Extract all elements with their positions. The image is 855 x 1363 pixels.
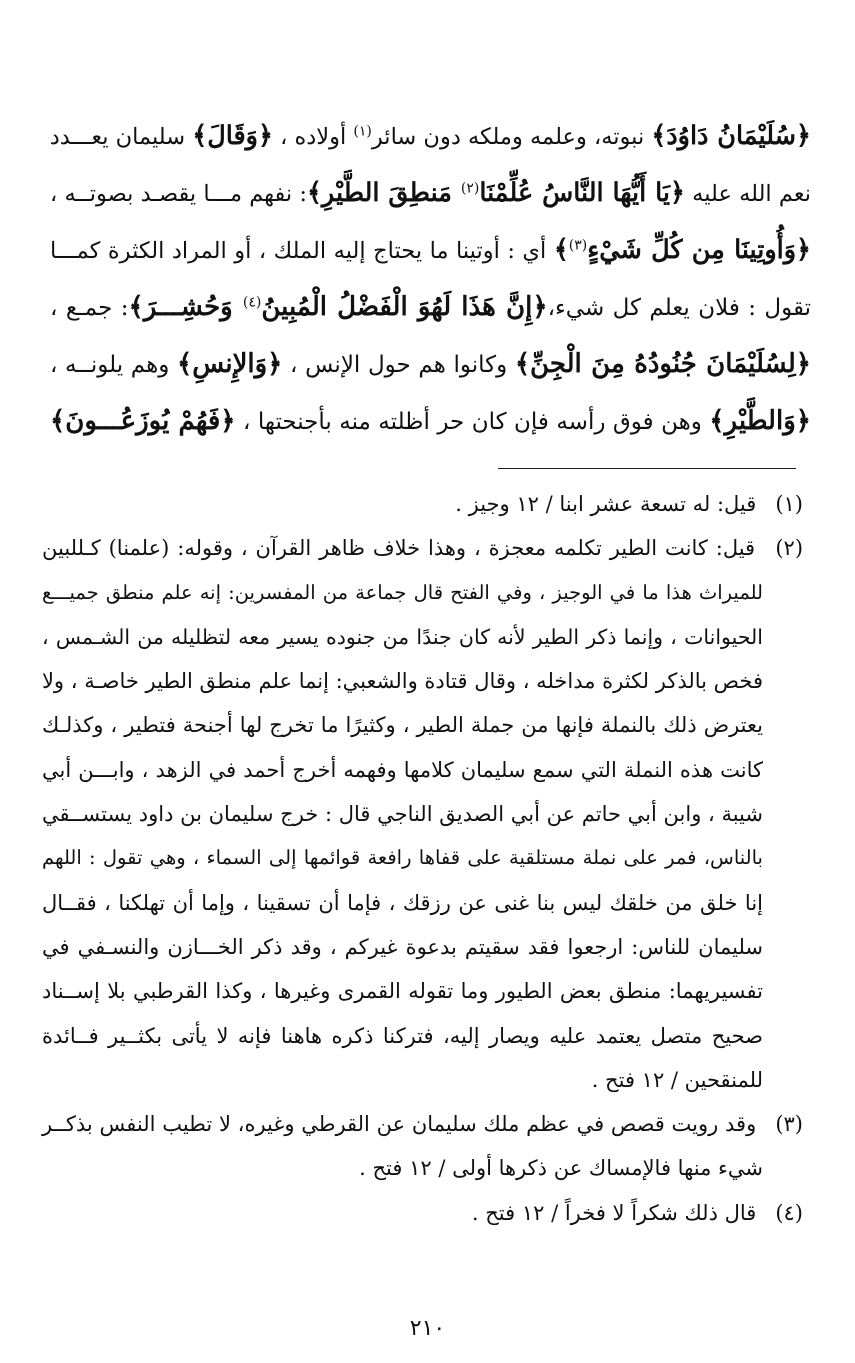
footnote-ref: (٤) [242, 294, 262, 311]
footnote-line: إنا خلق من خلقك ليس بنا غنى عن رزقك ، فإما أن تسقينا ، وإما أن تهلكنا ، فقــال [42, 890, 763, 915]
footnote-line: الحيوانات ، وإنما ذكر الطير لأنه كان جندًا من جنوده يسير معه لتظليله من الشـمس ، [42, 624, 763, 649]
quran-quote: ﴿يَا أَيُّهَا النَّاسُ عُلِّمْنَا [479, 178, 685, 208]
footnote-line: كانت هذه النملة التي سمع سليمان كلامها وفهمه أخرج أحمد في الزهد ، وابـــن أبي [42, 757, 763, 782]
footnotes [42, 482, 803, 1235]
quran-quote: مَنطِقَ الطَّيْرِ﴾ [306, 178, 461, 208]
main-line: ﴿سُلَيْمَانُ دَاوُدَ﴾ نبوته، وعلمه وملكه دون سائر$^{(١)}$ أولاده ، ﴿وَقَالَ﴾ سليمان يعـــدد [49, 121, 811, 151]
footnote-divider [498, 468, 796, 469]
quran-quote: ﴿سُلَيْمَانُ دَاوُدَ﴾ [651, 121, 811, 151]
footnote-line: (٢) قيل: كانت الطير تكلمه معجزة ، وهذا خلاف ظاهر القرآن ، وقوله: (علمنا) كـللبين [42, 526, 803, 570]
footnote-line: فخص بالذكر لكثرة مداخله ، وقال قتادة والشعبي: إنما علم منطق الطير خاصـة ، ولا [41, 669, 763, 694]
footnote-ref: (٣) [568, 237, 588, 254]
footnote-ref: (١) [353, 123, 372, 140]
footnote-line: للميراث هذا ما في الوجيز ، وفي الفتح قال جماعة من المفسرين: إنه علم منطق جميـــع [42, 580, 763, 604]
main-text [50, 108, 811, 450]
footnote-line: سليمان للناس: ارجعوا فقد سقيتم بدعوة غيركم ، وقد ذكر الخـــازن والنسـفي في [42, 934, 763, 959]
main-line: ﴿وَأُوتِينَا مِن كُلِّ شَيْءٍ$^{(٣)}$﴾ أي : أوتينا ما يحتاج إليه الملك ، أو المراد الكثرة كمـــا [50, 235, 811, 265]
footnote-line: للمنقحين / ١٢ فتح . [591, 1067, 763, 1092]
page-number: ٢١٠ [409, 1316, 446, 1341]
quran-quote: ﴿إِنَّ هَذَا لَهُوَ الْفَضْلُ الْمُبِينُ [261, 292, 548, 322]
quran-quote: ﴿وَقَالَ﴾ [192, 121, 273, 151]
footnote-line: يعترض ذلك بالنملة فإنها من جملة الطير ، وكثيرًا ما تخرج لها أجنحة فتطير ، وكذلـك [42, 713, 763, 738]
footnote-line: شيبة ، وابن أبي حاتم عن أبي الصديق الناجي قال : خرج سليمان بن داود يستســقي [42, 802, 763, 827]
quran-quote: ﴿وَالإِنسِ﴾ [176, 349, 283, 379]
quran-quote: ﴿لِسُلَيْمَانَ جُنُودُهُ مِنَ الْجِنِّ﴾ [514, 349, 811, 379]
footnote-line: شيء منها فالإمساك عن ذكرها أولى / ١٢ فتح . [359, 1156, 763, 1181]
quran-quote: وَحُشِـــرَ﴾ [128, 292, 243, 322]
footnote-number: (٤) [775, 1200, 803, 1225]
quran-quote: ﴿وَالطَّيْرِ﴾ [709, 406, 811, 436]
main-line: تقول : فلان يعلم كل شيء،﴿إِنَّ هَذَا لَهُوَ الْفَضْلُ الْمُبِينُ$^{(٤)}$ وَحُشِـــرَ﴾: جمـع ، [50, 292, 812, 322]
quran-quote: ﴿وَأُوتِينَا مِن كُلِّ شَيْءٍ [587, 235, 811, 265]
main-line: ﴿لِسُلَيْمَانَ جُنُودُهُ مِنَ الْجِنِّ﴾ وكانوا هم حول الإنس ، ﴿وَالإِنسِ﴾ وهم يلونــه ، [50, 349, 811, 379]
main-line: نعم الله عليه ﴿يَا أَيُّهَا النَّاسُ عُلِّمْنَا$^{(٢)}$ مَنطِقَ الطَّيْرِ﴾: نفهم مـــا يقصـد بصوتــه ، [50, 178, 811, 208]
footnote-line: تفسيريهما: منطق بعض الطيور وما تقوله القمرى وغيرها ، وكذا القرطبي بلا إســناد [42, 979, 763, 1004]
footnote-line: صحيح متصل يعتمد عليه ويصار إليه، فتركنا ذكره هاهنا فإنه لا يأتى بكثــير فــائدة [42, 1023, 763, 1048]
footnote-number: (٣) [775, 1112, 803, 1137]
footnote-line: (١) قيل: له تسعة عشر ابنا / ١٢ وجيز . [42, 482, 803, 526]
footnote-line: (٣) وقد رويت قصص في عظم ملك سليمان عن القرطي وغيره، لا تطيب النفس بذكــر [42, 1102, 803, 1146]
quran-quote: ﴿فَهُمْ يُوزَعُـــونَ﴾ [50, 406, 236, 436]
footnote-ref: (٢) [460, 180, 480, 197]
footnote-line: بالناس، فمر على نملة مستلقية على قفاها رافعة قوائمها إلى السماء ، وهي تقول : اللهم [42, 846, 763, 870]
footnote-line: (٤) قال ذلك شكراً لا فخراً / ١٢ فتح . [42, 1191, 803, 1235]
footnote-number: (١) [775, 492, 803, 516]
main-line: ﴿وَالطَّيْرِ﴾ وهن فوق رأسه فإن كان حر أظلته منه بأجنحتها ، ﴿فَهُمْ يُوزَعُـــونَ﴾ [50, 406, 811, 436]
footnote-number: (٢) [775, 536, 804, 561]
